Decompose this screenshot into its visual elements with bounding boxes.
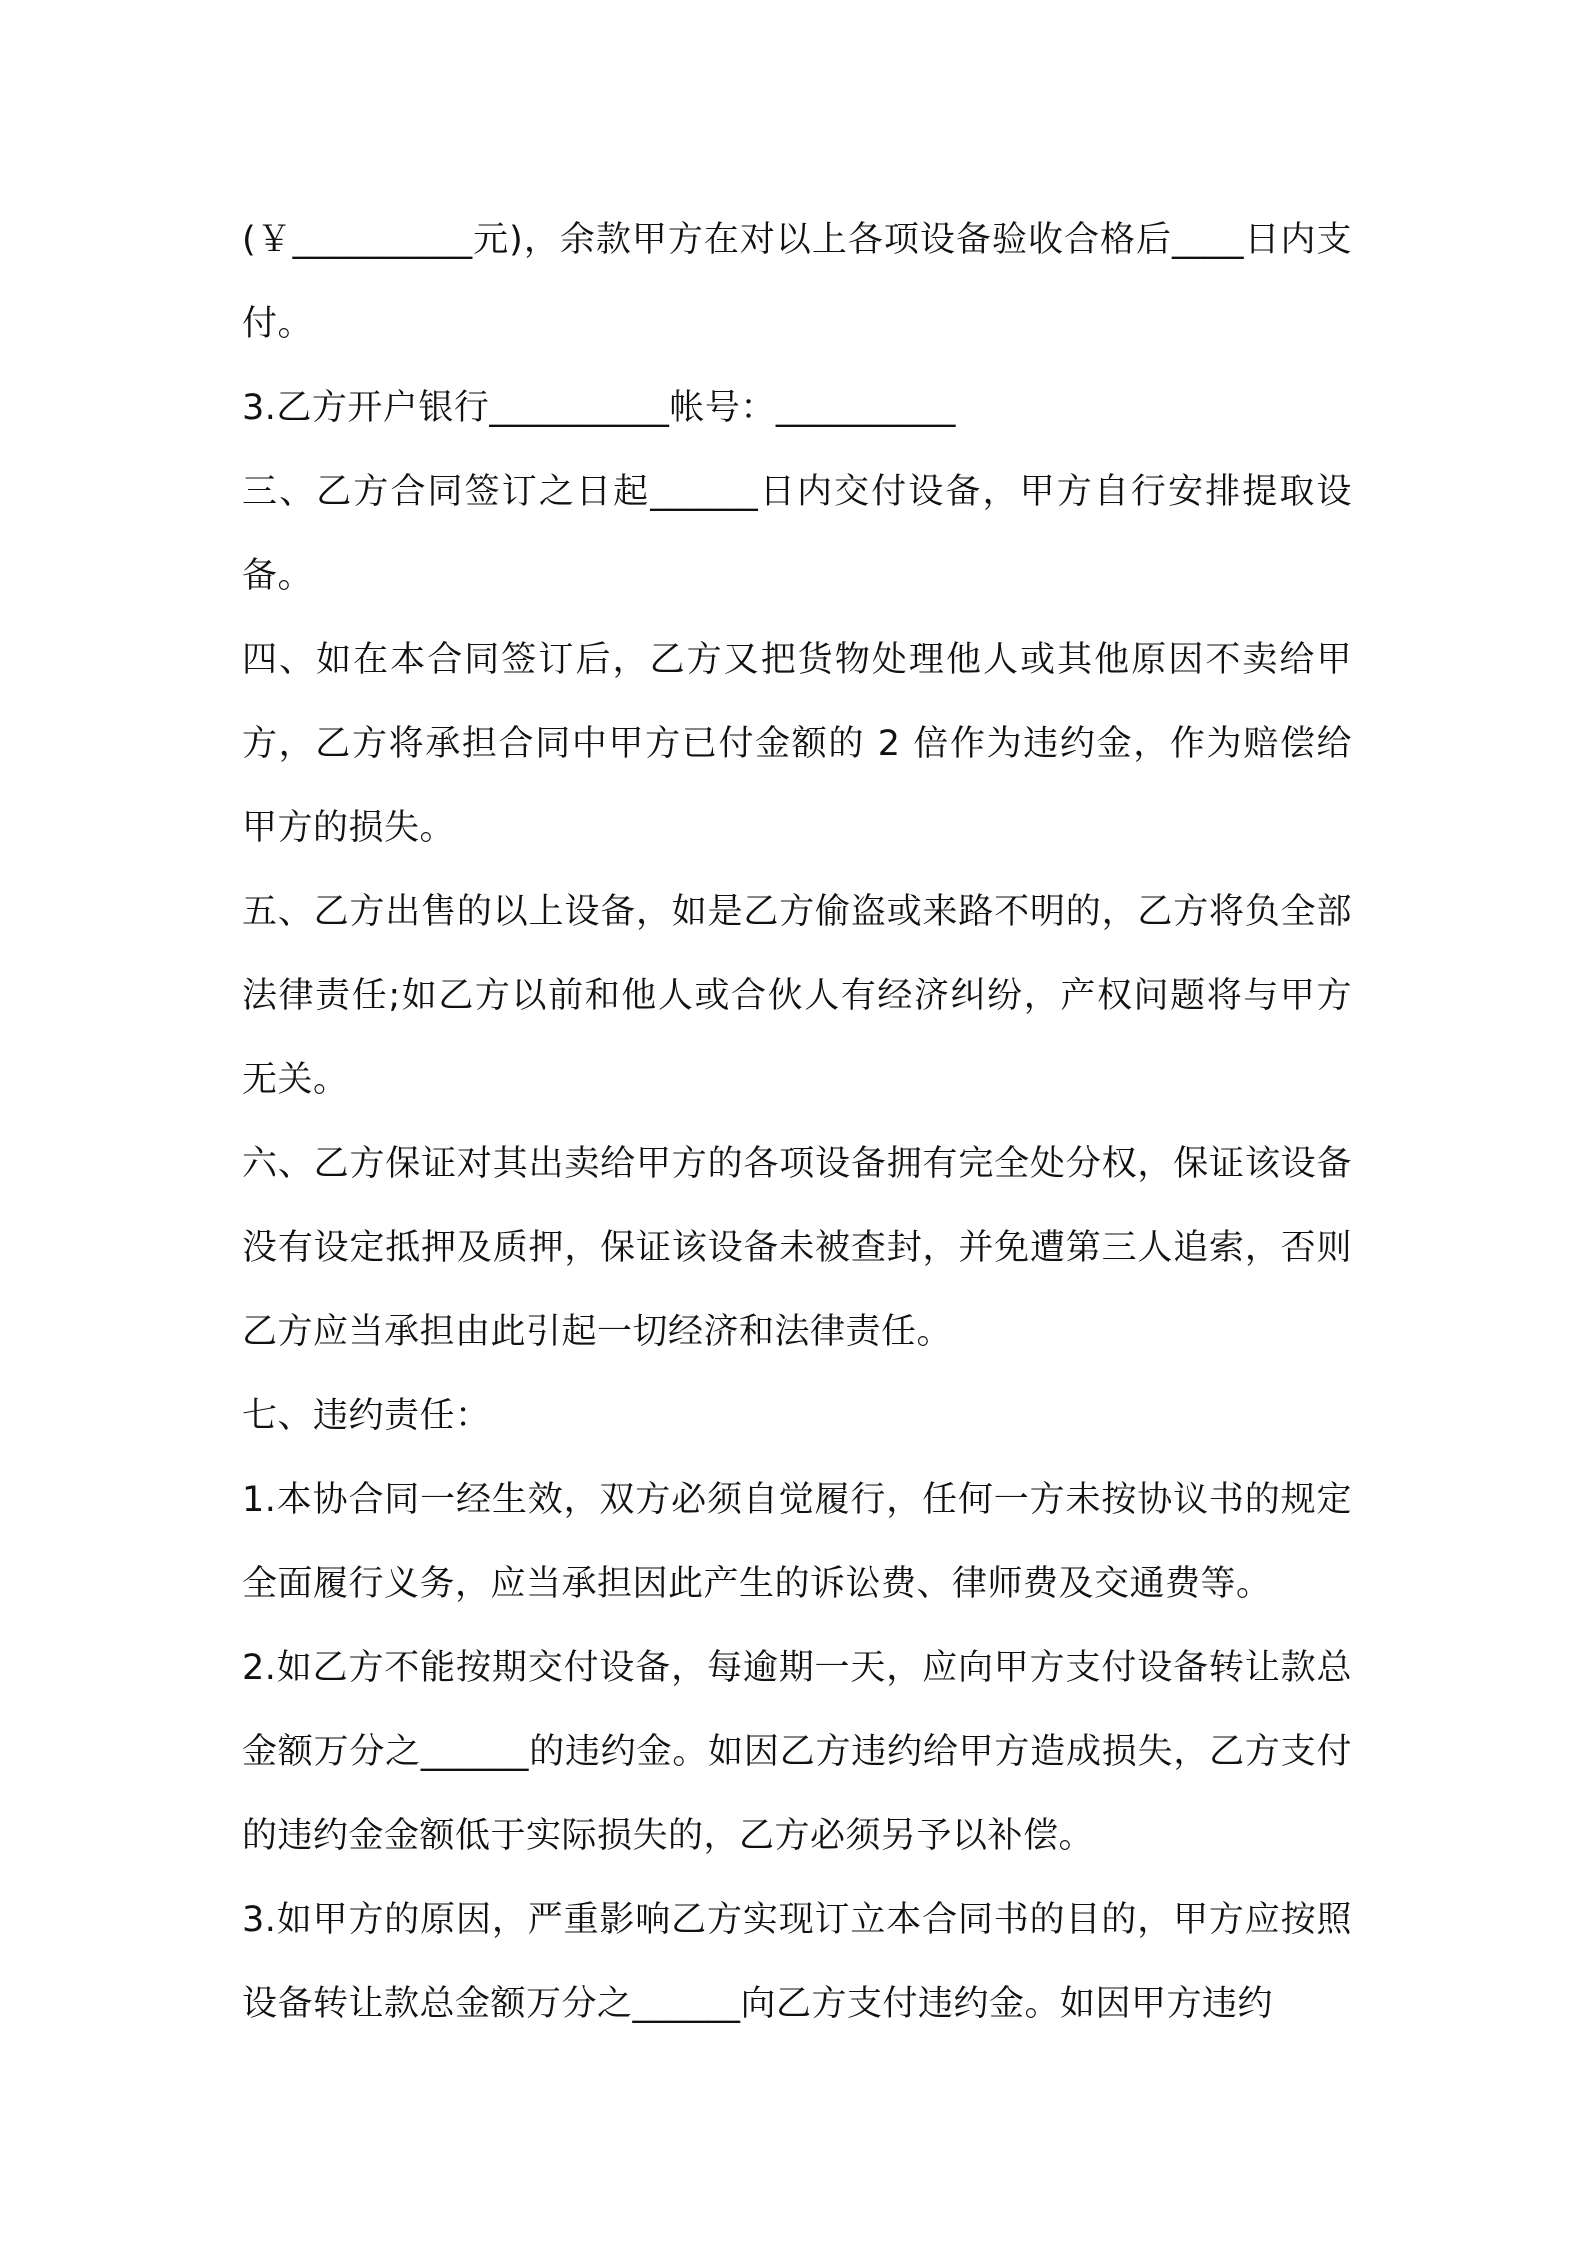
breach-item-3-paragraph: 3.如甲方的原因，严重影响乙方实现订立本合同书的目的，甲方应按照设备转让款总金额万分之______向乙方支付违约金。如因甲方违约	[242, 1900, 1352, 2024]
bank-account-paragraph: 3.乙方开户银行__________帐号：__________	[242, 388, 956, 428]
clause-six-paragraph: 六、乙方保证对其出卖给甲方的各项设备拥有完全处分权，保证该设备没有设定抵押及质押，保证该设备未被查封，并免遭第三人追索，否则乙方应当承担由此引起一切经济和法律责任。	[242, 1144, 1352, 1352]
clause-seven-heading: 七、违约责任：	[242, 1396, 491, 1436]
breach-item-1-paragraph: 1.本协合同一经生效，双方必须自觉履行，任何一方未按协议书的规定全面履行义务，应当承担因此产生的诉讼费、律师费及交通费等。	[242, 1480, 1352, 1604]
payment-balance-paragraph: (￥__________元)，余款甲方在对以上各项设备验收合格后____日内支付。	[242, 220, 1352, 344]
contract-body	[242, 198, 1352, 2046]
clause-four-paragraph: 四、如在本合同签订后，乙方又把货物处理他人或其他原因不卖给甲方，乙方将承担合同中甲方已付金额的 2 倍作为违约金，作为赔偿给甲方的损失。	[242, 640, 1352, 848]
clause-three-paragraph: 三、乙方合同签订之日起______日内交付设备，甲方自行安排提取设备。	[242, 472, 1352, 596]
clause-five-paragraph: 五、乙方出售的以上设备，如是乙方偷盗或来路不明的，乙方将负全部法律责任;如乙方以前和他人或合伙人有经济纠纷，产权问题将与甲方无关。	[242, 892, 1352, 1100]
breach-item-2-paragraph: 2.如乙方不能按期交付设备，每逾期一天，应向甲方支付设备转让款总金额万分之______的违约金。如因乙方违约给甲方造成损失，乙方支付的违约金金额低于实际损失的，乙方必须另予以补偿。	[242, 1648, 1352, 1856]
